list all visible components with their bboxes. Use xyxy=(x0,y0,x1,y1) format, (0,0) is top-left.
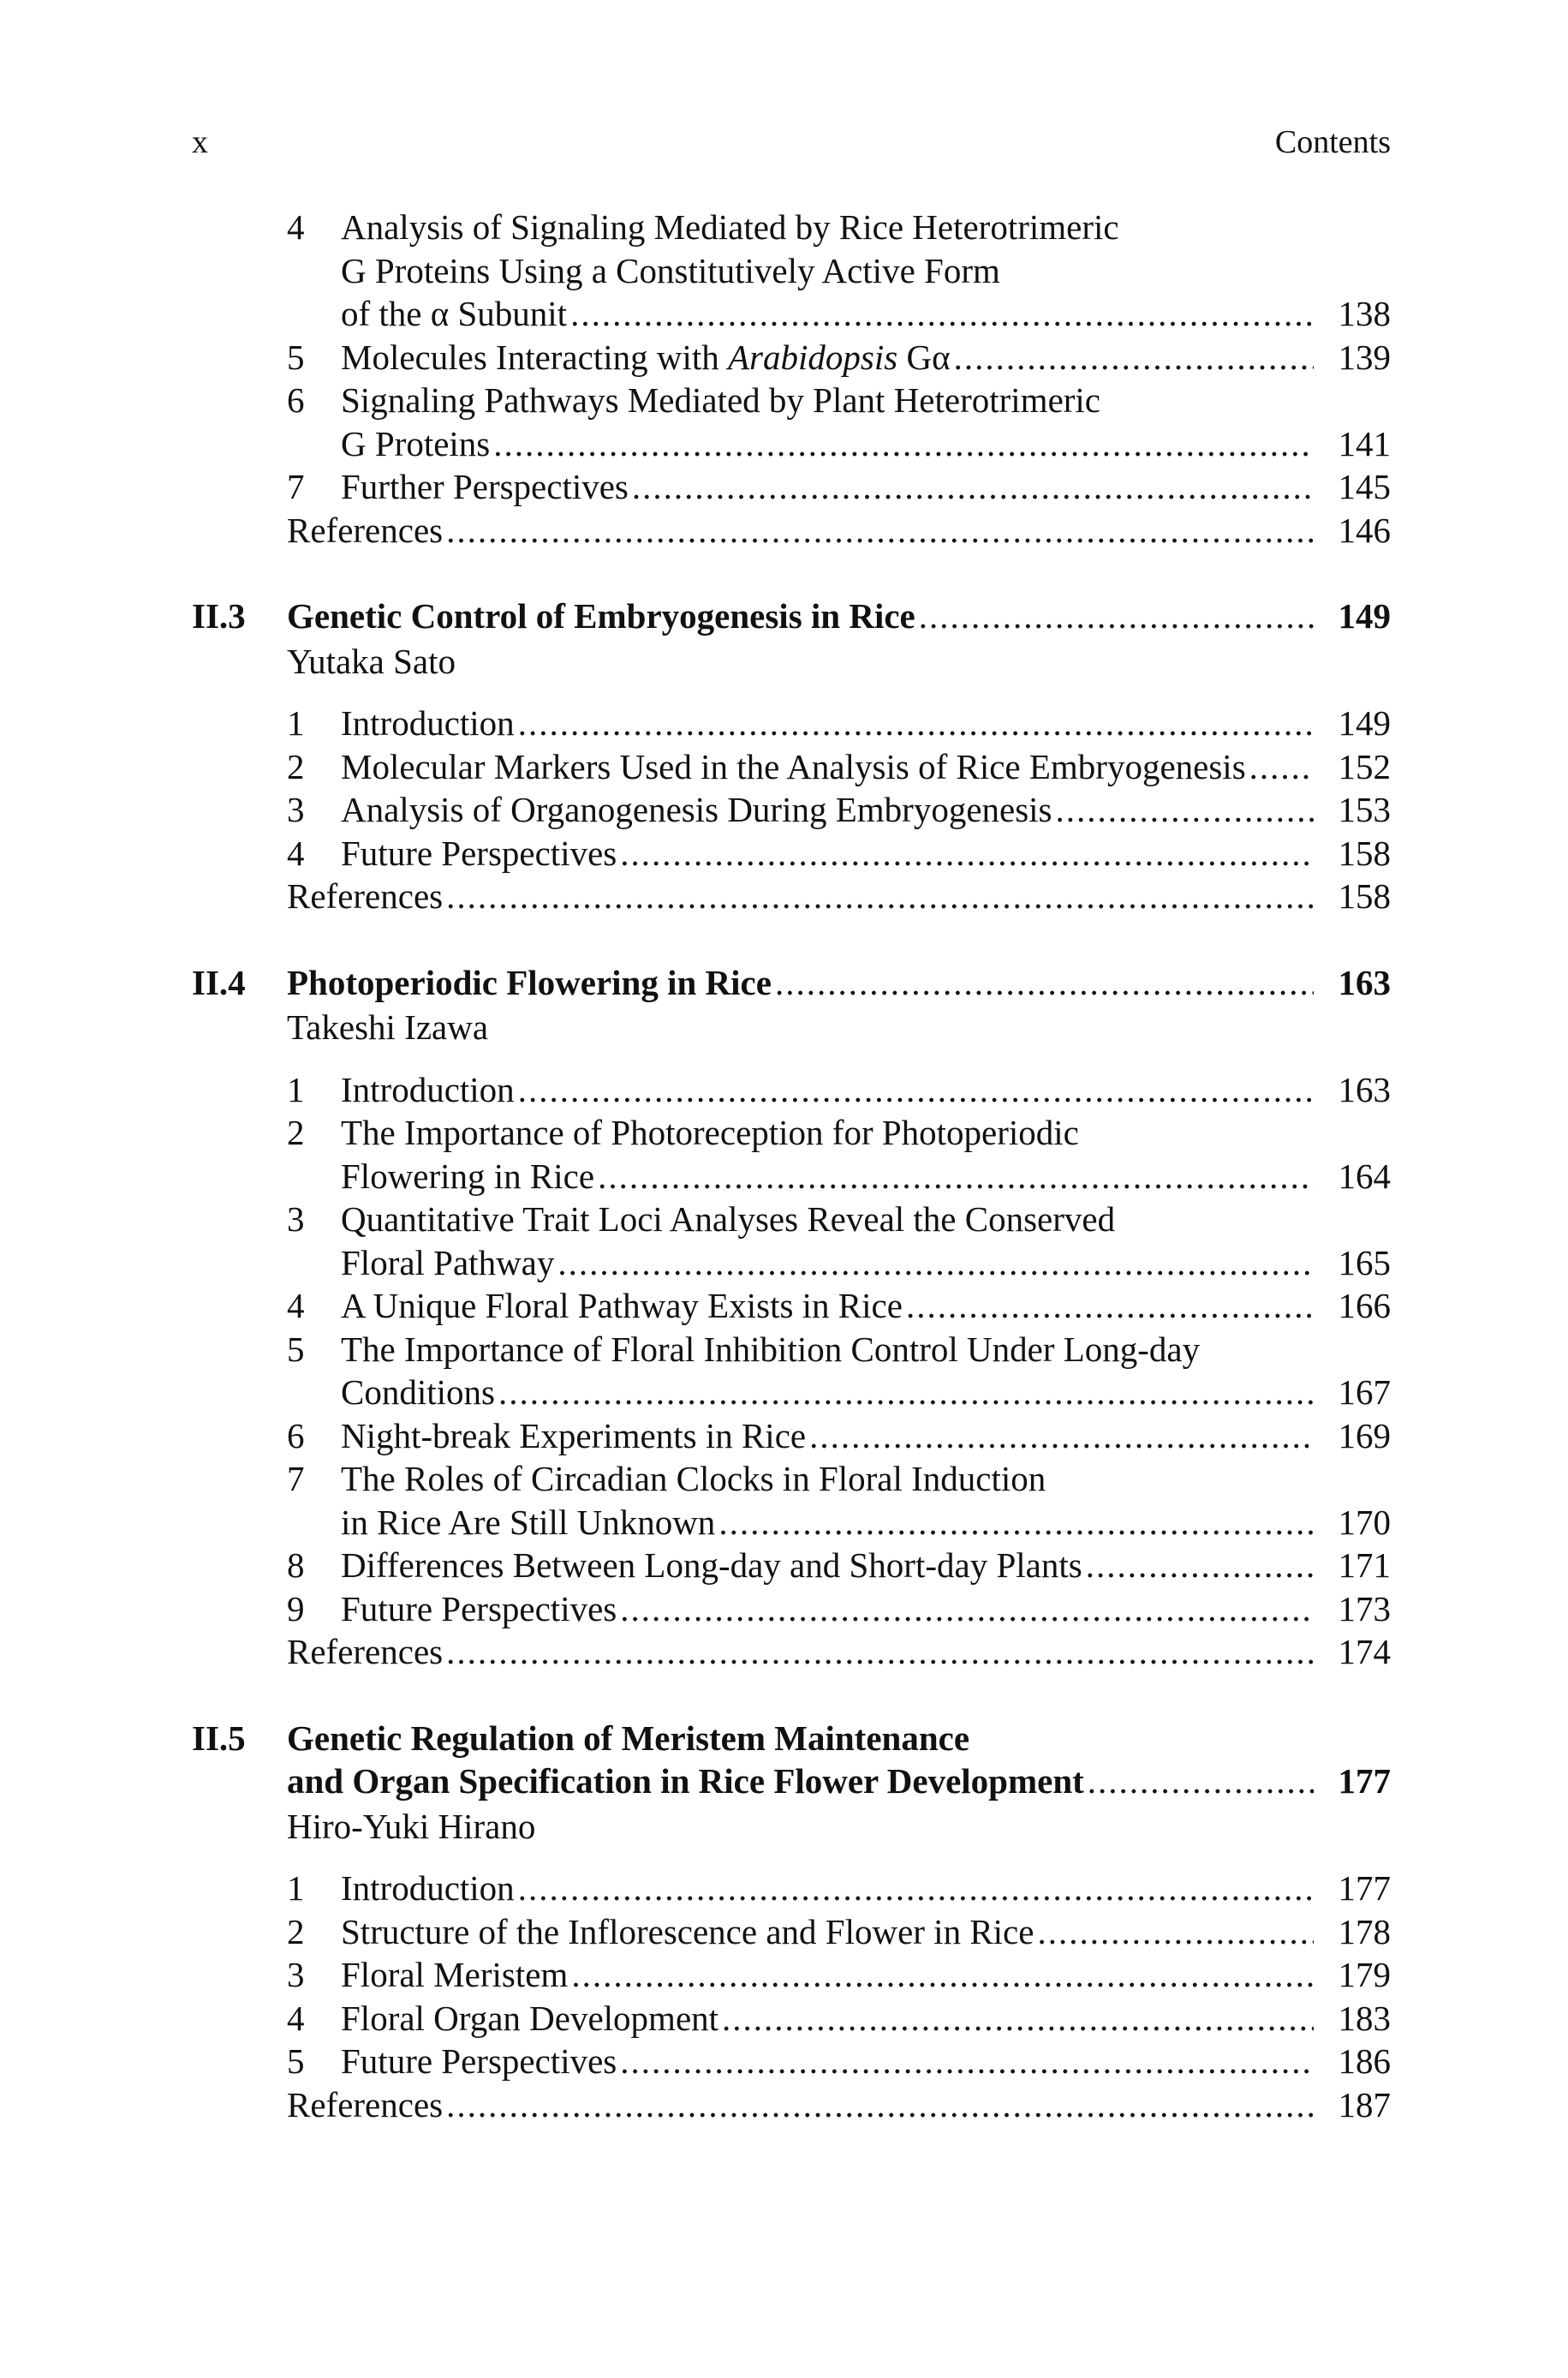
toc-subentry xyxy=(287,2040,1391,2083)
page-number: 165 xyxy=(1338,1242,1391,1282)
page-number: 149 xyxy=(1338,703,1391,743)
subentry-title: Conditions xyxy=(341,1372,495,1412)
title-part: Molecules Interacting with xyxy=(341,337,729,377)
toc-subentry xyxy=(287,1544,1391,1587)
dot-leader xyxy=(1056,788,1314,832)
dot-leader xyxy=(775,961,1314,1005)
subentry-leader-line xyxy=(341,1953,1391,1997)
toc-subentry xyxy=(287,206,1391,336)
subentry-title: Further Perspectives xyxy=(341,467,629,506)
page-number: 158 xyxy=(1338,833,1391,873)
subentry-title: Introduction xyxy=(341,1868,515,1908)
references-label: References xyxy=(287,1632,444,1671)
subentry-leader-line xyxy=(341,2040,1391,2083)
page-number: 141 xyxy=(1338,423,1391,463)
page-number: 138 xyxy=(1338,294,1391,333)
references-entry xyxy=(287,2083,1391,2127)
subentry-leader-line xyxy=(341,336,1391,379)
section-title: Genetic Control of Embryogenesis in Rice xyxy=(287,596,915,636)
section-author: Takeshi Izawa xyxy=(287,1007,489,1047)
dot-leader xyxy=(446,2083,1314,2127)
subentry-leader-line xyxy=(341,1587,1391,1631)
dot-leader xyxy=(919,594,1314,638)
page-number: 183 xyxy=(1338,1998,1391,2038)
toc-subentry xyxy=(287,465,1391,509)
subentry-number: 3 xyxy=(287,790,305,829)
section-number: II.3 xyxy=(192,596,246,636)
subentry-leader-line xyxy=(341,1414,1391,1458)
subentry-title: Analysis of Organogenesis During Embryogenesis xyxy=(341,790,1052,829)
subentry-title xyxy=(341,336,951,379)
toc-subentry xyxy=(287,1328,1391,1414)
toc-subentry xyxy=(287,379,1391,465)
dot-leader xyxy=(446,509,1314,553)
section-number: II.5 xyxy=(192,1718,246,1758)
page-number: 146 xyxy=(1338,510,1391,550)
subentry-leader-line xyxy=(341,292,1391,336)
toc-subentry xyxy=(287,1111,1391,1198)
references-label: References xyxy=(287,510,444,550)
subentry-title: A Unique Floral Pathway Exists in Rice xyxy=(341,1286,903,1325)
toc-subentry xyxy=(287,1284,1391,1328)
dot-leader xyxy=(906,1284,1314,1328)
page-number: 178 xyxy=(1338,1911,1391,1951)
page-number: 164 xyxy=(1338,1156,1391,1196)
subentry-title-line: Signaling Pathways Mediated by Plant Heterotrimeric xyxy=(341,380,1101,420)
page-number: 177 xyxy=(1338,1868,1391,1908)
page-number: 166 xyxy=(1338,1286,1391,1325)
page-number: 158 xyxy=(1338,876,1391,916)
subentry-leader-line xyxy=(341,1155,1391,1198)
table-of-contents xyxy=(192,206,1391,2169)
references-entry xyxy=(287,509,1391,553)
subentry-leader-line xyxy=(341,1910,1391,1954)
subentry-title: Floral Pathway xyxy=(341,1242,555,1282)
toc-subentry xyxy=(287,1068,1391,1112)
page-number: 167 xyxy=(1338,1372,1391,1412)
toc-subentry xyxy=(287,702,1391,745)
dot-leader xyxy=(1088,1760,1314,1803)
section-page-number: 163 xyxy=(1338,962,1391,1002)
dot-leader xyxy=(954,336,1314,379)
subentry-leader-line xyxy=(341,832,1391,875)
section-title: Photoperiodic Flowering in Rice xyxy=(287,962,772,1002)
subentry-title-line: Quantitative Trait Loci Analyses Reveal the Conserved xyxy=(341,1199,1116,1239)
toc-subentry xyxy=(287,788,1391,832)
section-title-leader-line xyxy=(287,961,1391,1005)
toc-subentry xyxy=(287,1457,1391,1544)
dot-leader xyxy=(570,292,1314,336)
subentry-number: 4 xyxy=(287,1998,305,2038)
section-title-leader-line xyxy=(287,594,1391,638)
subentry-number: 2 xyxy=(287,1911,305,1951)
dot-leader xyxy=(620,2040,1314,2083)
subentry-title: Flowering in Rice xyxy=(341,1156,595,1196)
section-author: Hiro-Yuki Hirano xyxy=(287,1806,536,1846)
toc-section xyxy=(192,1717,1391,2127)
subentry-number: 6 xyxy=(287,380,305,420)
subentry-number: 9 xyxy=(287,1588,305,1628)
subentry-leader-line xyxy=(341,465,1391,509)
dot-leader xyxy=(518,1867,1314,1910)
subentry-title-line: Analysis of Signaling Mediated by Rice Heterotrimeric xyxy=(341,207,1119,247)
page-number: 174 xyxy=(1338,1632,1391,1671)
subentry-number: 4 xyxy=(287,207,305,247)
subentry-leader-line xyxy=(341,1068,1391,1112)
subentry-leader-line xyxy=(341,1371,1391,1414)
subentry-number: 4 xyxy=(287,833,305,873)
subentry-leader-line xyxy=(341,1241,1391,1285)
page-number-roman: x xyxy=(192,124,208,160)
subentry-number: 7 xyxy=(287,467,305,506)
section-page-number: 177 xyxy=(1338,1761,1391,1801)
dot-leader xyxy=(498,1371,1314,1414)
subentry-title: Future Perspectives xyxy=(341,2041,617,2081)
dot-leader xyxy=(722,1997,1314,2040)
subentry-number: 5 xyxy=(287,1329,305,1369)
toc-subentry xyxy=(287,1198,1391,1284)
toc-subentry xyxy=(287,832,1391,875)
page-number: 179 xyxy=(1338,1955,1391,1994)
references-entry xyxy=(287,875,1391,918)
subentry-number: 6 xyxy=(287,1415,305,1455)
subentry-number: 4 xyxy=(287,1286,305,1325)
dot-leader xyxy=(446,1630,1314,1674)
subentry-title-line: The Roles of Circadian Clocks in Floral Induction xyxy=(341,1459,1046,1498)
dot-leader xyxy=(518,702,1314,745)
dot-leader xyxy=(557,1241,1314,1285)
subentry-number: 1 xyxy=(287,703,305,743)
subentry-number: 1 xyxy=(287,1069,305,1109)
page-number: 173 xyxy=(1338,1588,1391,1628)
subentry-title: G Proteins xyxy=(341,423,491,463)
dot-leader xyxy=(1086,1544,1314,1587)
toc-subentry xyxy=(287,745,1391,789)
subentry-title: Night-break Experiments in Rice xyxy=(341,1415,807,1455)
subentry-title: Structure of the Inflorescence and Flower in Rice xyxy=(341,1911,1034,1951)
section-title-line: Genetic Regulation of Meristem Maintenance xyxy=(287,1718,970,1758)
references-entry xyxy=(287,1630,1391,1674)
subentry-number: 2 xyxy=(287,1113,305,1152)
subentry-title: Floral Meristem xyxy=(341,1955,569,1994)
subentry-number: 7 xyxy=(287,1459,305,1498)
subentry-leader-line xyxy=(341,1867,1391,1910)
dot-leader xyxy=(446,875,1314,918)
toc-subentry xyxy=(287,336,1391,379)
subentry-title: Introduction xyxy=(341,703,515,743)
running-title: Contents xyxy=(1274,124,1391,160)
continued-section xyxy=(192,206,1391,552)
section-title: and Organ Specification in Rice Flower Development xyxy=(287,1761,1084,1801)
subentry-leader-line xyxy=(341,1501,1391,1545)
toc-subentry xyxy=(287,1414,1391,1458)
subentry-leader-line xyxy=(341,1284,1391,1328)
dot-leader xyxy=(1037,1910,1314,1954)
dot-leader xyxy=(493,422,1314,466)
dot-leader xyxy=(620,832,1314,875)
page-number: 169 xyxy=(1338,1415,1391,1455)
dot-leader xyxy=(718,1501,1314,1545)
subentry-number: 3 xyxy=(287,1199,305,1239)
subentry-number: 5 xyxy=(287,337,305,377)
section-number: II.4 xyxy=(192,962,246,1002)
subentry-title: Introduction xyxy=(341,1069,515,1109)
subentry-number: 8 xyxy=(287,1545,305,1585)
page-number: 152 xyxy=(1338,746,1391,786)
toc-subentry xyxy=(287,1953,1391,1997)
subentry-leader-line xyxy=(341,702,1391,745)
dot-leader xyxy=(571,1953,1314,1997)
dot-leader xyxy=(598,1155,1314,1198)
page-number: 139 xyxy=(1338,337,1391,377)
toc-subentry xyxy=(287,1997,1391,2040)
page-number: 153 xyxy=(1338,790,1391,829)
dot-leader xyxy=(518,1068,1314,1112)
page-number: 145 xyxy=(1338,467,1391,506)
dot-leader xyxy=(1249,745,1314,789)
subentry-number: 2 xyxy=(287,746,305,786)
references-label: References xyxy=(287,2084,444,2124)
subentry-title: Floral Organ Development xyxy=(341,1998,719,2038)
page-number: 187 xyxy=(1338,2084,1391,2124)
page-number: 163 xyxy=(1338,1069,1391,1109)
subentry-title: Future Perspectives xyxy=(341,1588,617,1628)
subentry-leader-line xyxy=(341,745,1391,789)
title-part: Gα xyxy=(897,337,951,377)
running-header xyxy=(192,123,1391,161)
subentry-title-line: The Importance of Floral Inhibition Control Under Long-day xyxy=(341,1329,1201,1369)
subentry-number: 1 xyxy=(287,1868,305,1908)
subentry-leader-line xyxy=(341,1997,1391,2040)
section-author: Yutaka Sato xyxy=(287,641,456,681)
section-title-leader-line xyxy=(287,1760,1391,1803)
subentry-title: Differences Between Long-day and Short-day Plants xyxy=(341,1545,1082,1585)
toc-subentry xyxy=(287,1587,1391,1631)
subentry-title: of the α Subunit xyxy=(341,294,568,333)
subentry-title: in Rice Are Still Unknown xyxy=(341,1502,716,1542)
page-number: 170 xyxy=(1338,1502,1391,1542)
page-number: 186 xyxy=(1338,2041,1391,2081)
page-number: 171 xyxy=(1338,1545,1391,1585)
subentry-leader-line xyxy=(341,788,1391,832)
subentry-leader-line xyxy=(341,1544,1391,1587)
references-label: References xyxy=(287,876,444,916)
toc-section xyxy=(192,961,1391,1674)
section-page-number: 149 xyxy=(1338,596,1391,636)
dot-leader xyxy=(632,465,1314,509)
subentry-number: 3 xyxy=(287,1955,305,1994)
subentry-number: 5 xyxy=(287,2041,305,2081)
toc-subentry xyxy=(287,1910,1391,1954)
dot-leader xyxy=(809,1414,1314,1458)
toc-section xyxy=(192,594,1391,918)
subentry-leader-line xyxy=(341,422,1391,466)
subentry-title-line: The Importance of Photoreception for Photoperiodic xyxy=(341,1113,1079,1152)
title-italic-part: Arabidopsis xyxy=(728,337,898,377)
subentry-title-line: G Proteins Using a Constitutively Active Form xyxy=(341,250,1000,290)
dot-leader xyxy=(620,1587,1314,1631)
toc-subentry xyxy=(287,1867,1391,1910)
subentry-title: Future Perspectives xyxy=(341,833,617,873)
subentry-title: Molecular Markers Used in the Analysis of Rice Embryogenesis xyxy=(341,746,1246,786)
